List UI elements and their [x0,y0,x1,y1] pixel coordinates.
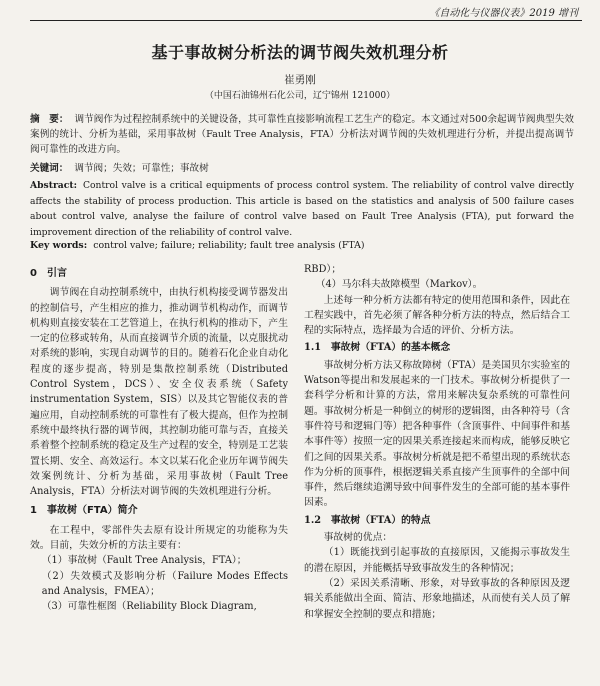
advantage-2: （2）采因关系清晰、形象，对导致事故的各种原因及逻辑关系能做出全面、简洁、形象地描述，从而使有关人员了解和掌握安全控制的要点和措施； [304,577,570,620]
list-item-1: （1）事故树（Fault Tree Analysis，FTA）； [41,555,247,567]
abstract-en-label: Abstract: [30,180,77,191]
right-column [304,262,570,622]
abstract-cn [30,112,574,157]
keywords-en-label: Key words: [30,240,88,251]
section-1-heading: 1 事故树（FTA）简介 [30,505,138,517]
paper-title: 基于事故树分析法的调节阀失效机理分析 [151,43,449,62]
abstract-cn-text: 调节阀作为过程控制系统中的关键设备，其可靠性直接影响流程工艺生产的稳定。本文通过对500余起调节阀典型失效案例的统计、分析为基础，采用事故树（Fault Tree Analysis，FTA）分析法对调节阀的失效机理进行分析，并提出提高调节阀可靠性的改进方向。 [30,114,575,155]
section-1-paragraph: 在工程中，零部件失去原有设计所规定的功能称为失效。目前，失效分析的方法主要有： [30,524,288,552]
keywords-en [30,240,365,251]
keywords-cn [30,160,209,174]
keywords-cn-label: 关键词： [30,163,69,174]
list-item-4: （4）马尔科夫故障模型（Markov）。 [315,279,483,291]
subsection-1-2-heading: 1.2 事故树（FTA）的特点 [304,514,431,526]
subsection-1-1-paragraph: 事故树分析方法又称故障树（FTA）是美国贝尔实验室的Watson等提出和发展起来的一门技术。事故树分析提供了一套科学分析和计算的方法，常用来解决复杂系统的可靠性问题。事故树分析是一种倒立的树形的逻辑图，由各种符号（含事件符号和逻辑门等）把各种事件（含顶事件、中间事件和基本事件等）按照一定的因果关系连接起来而构成，能够反映它们之间的因果关系。事故树分析就是把不希望出现的系统状态作为分析的顶事件，根据逻辑关系直接产生顶事件的全部中间事件，然后继续追溯导致中间事件发生的全部可能的基本事件因素。 [304,359,570,509]
advantages-intro: 事故树的优点： [323,532,393,544]
paper-author: 崔勇刚 [284,74,316,86]
journal-header: 《自动化与仪器仪表》2019 增刊 [429,8,578,19]
left-column [30,262,288,615]
abstract-cn-label: 摘 要： [30,114,69,125]
abstract-en [30,178,574,240]
keywords-cn-text: 调节阀；失效；可靠性；事故树 [74,163,209,174]
abstract-en-text: Control valve is a critical equipments of process control system. The reliability of control valve directly affects the stability of process production. This article is based on the statistics and analysis of 500 failure cases about control valve, analyse the failure of control valve based on Fault Tree Analysis (FTA), put forward the improvement direction of the reliability of control valve. [30,180,574,238]
list-item-3: （3）可靠性框图（Reliability Block Diagram, [41,601,257,613]
list-item-3-continued: RBD）； [304,264,342,275]
keywords-en-text: control valve; failure; reliability; fault tree analysis (FTA) [93,240,365,251]
section-0-heading: 0 引言 [30,268,67,279]
section-0-paragraph: 调节阀在自动控制系统中，由执行机构接受调节器发出的控制信号，产生相应的推力，推动调节机构动作，而调节机构则直接安装在工艺管道上，在执行机构的推动下，产生一定的位移或转角，从而直接调节介质的流量，以克服扰动对系统的影响，实现自动调节的目的。随着石化企业自动化程度的逐步提高，特别是集散控制系统（Distributed Control System，DCS）、安全仪表系统（Safety instrumentation System，SIS）以及其它智能仪表的普遍应用，自动控制系统的可靠性有了极大提高，但作为控制系统中最终执行器的调节阀，其控制功能可靠与否，直接关系着整个控制系统的稳定及生产过程的安全，特别是工艺装置长期、安全、高效运行。本文以某石化企业历年调节阀失效案例统计、分析为基础，采用事故树（Fault Tree Analysis，FTA）分析法对调节阀的失效机理进行分析。 [30,287,288,498]
methods-paragraph: 上述每一种分析方法都有特定的使用范围和条件，因此在工程实践中，首先必须了解各种分析方法的特点，然后结合工程的实际特点，选择最为合适的评价、分析方法。 [304,294,570,337]
advantage-1: （1）既能找到引起事故的直接原因，又能揭示事故发生的潜在原因，并能概括导致事故发生的各种情况； [304,547,570,574]
subsection-1-1-heading: 1.1 事故树（FTA）的基本概念 [304,342,451,354]
paper-affiliation: （中国石油锦州石化公司，辽宁锦州 121000） [204,91,396,101]
header-rule [30,20,582,21]
list-item-2: （2）失效模式及影响分析（Failure Modes Effects and Analysis，FMEA）； [41,570,288,597]
